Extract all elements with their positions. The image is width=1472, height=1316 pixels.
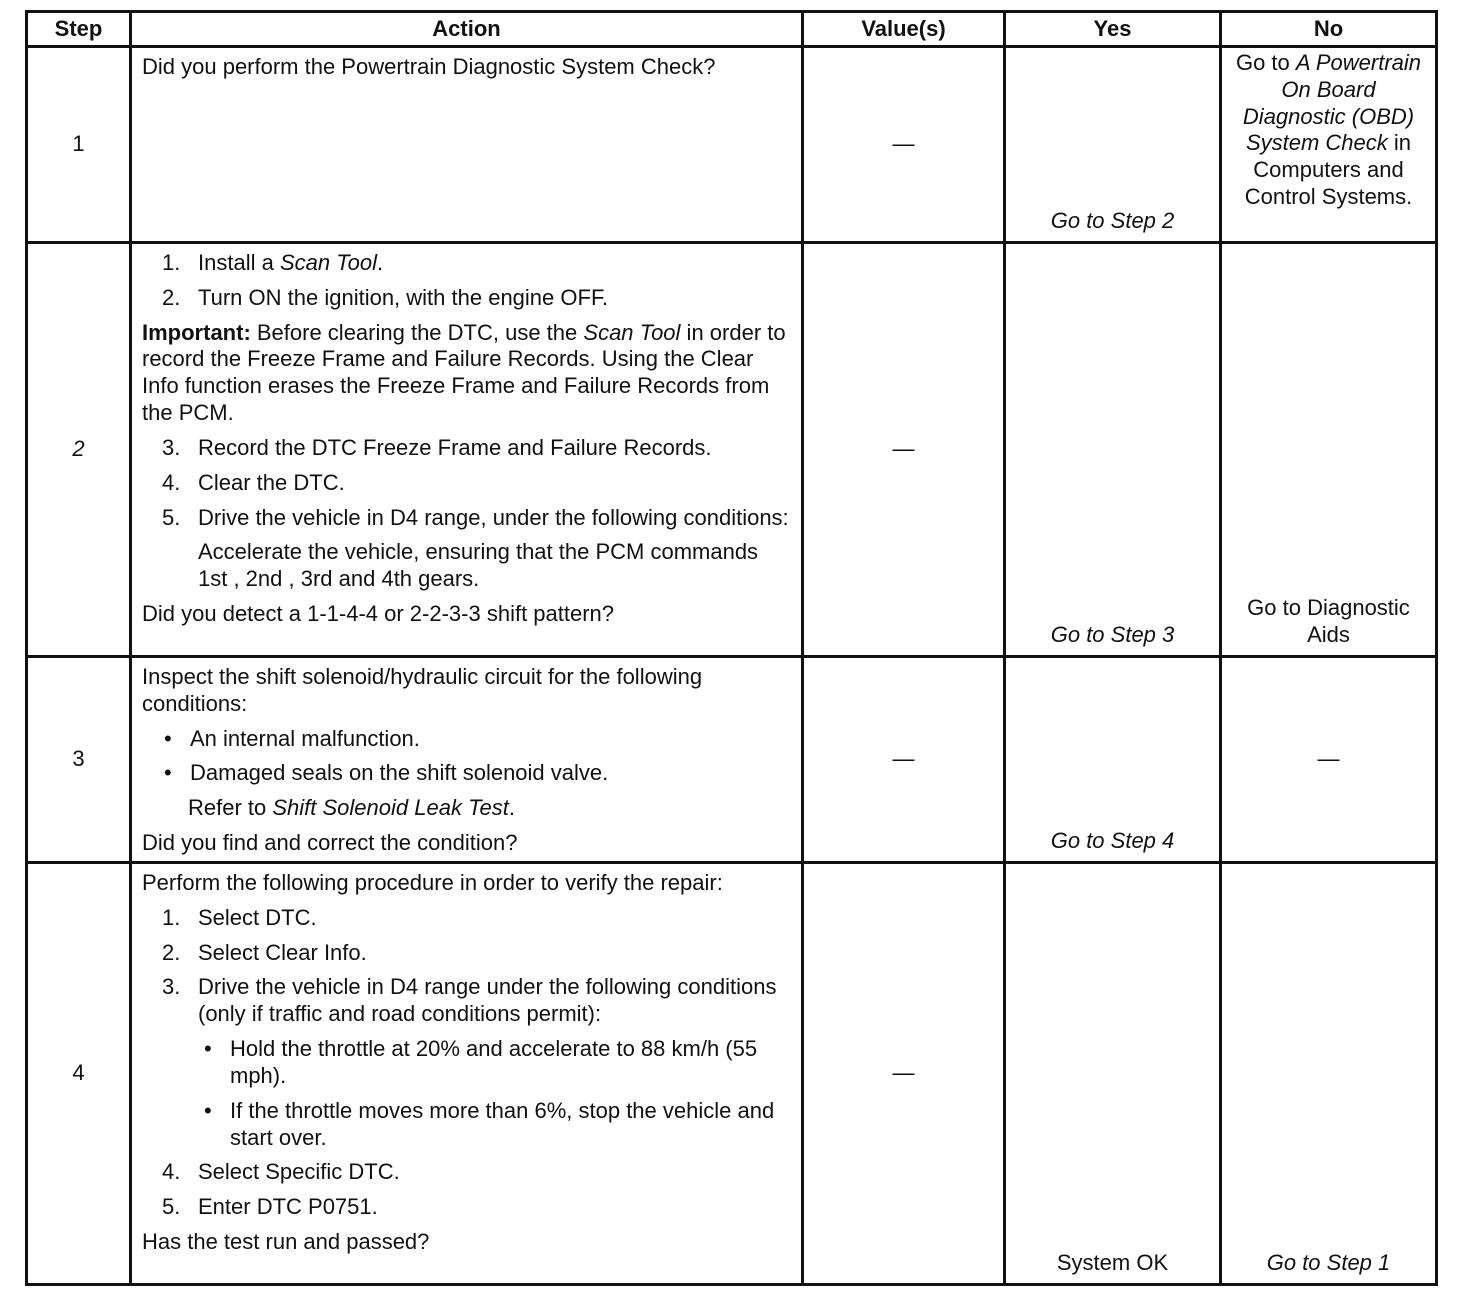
- list-item: 5. Enter DTC P0751.: [162, 1194, 378, 1220]
- list-item: 4. Clear the DTC.: [162, 469, 345, 495]
- yes-link-go-to-step-3[interactable]: Go to Step 3: [1005, 243, 1221, 657]
- no-link-obd-system-check[interactable]: A Powertrain On Board Diagnostic (OBD) System Check: [1242, 50, 1422, 156]
- list-item: 3. Record the DTC Freeze Frame and Failure Records.: [162, 434, 712, 460]
- list-item: • Damaged seals on the shift solenoid valve.: [164, 760, 609, 786]
- header-row: [27, 12, 1437, 47]
- scan-tool-ref: Scan Tool: [279, 250, 377, 275]
- important-note: Important: Before clearing the DTC, use the Scan Tool in order to record the Freeze Frame and Failure Records. Using the Clear Info function erases the Freeze Frame and Failure Records from the PCM.: [142, 319, 786, 426]
- no-cell: —: [1221, 657, 1437, 863]
- action-intro: Perform the following procedure in order to verify the repair:: [142, 869, 723, 895]
- no-suffix: in Computers and Control Systems.: [1244, 130, 1413, 210]
- list-item: 2. Turn ON the ignition, with the engine OFF.: [162, 284, 609, 310]
- table-row-step-2: [27, 243, 1437, 657]
- step-number: 2: [27, 243, 131, 657]
- table-row-step-1: [27, 47, 1437, 243]
- yes-link-go-to-step-2[interactable]: Go to Step 2: [1005, 47, 1221, 243]
- step-number: 1: [27, 47, 131, 243]
- list-item: 5. Drive the vehicle in D4 range, under the following conditions:: [162, 504, 789, 530]
- value-cell: —: [803, 862, 1005, 1284]
- refer-note: Refer to Shift Solenoid Leak Test.: [188, 795, 515, 821]
- list-item: 1. Install a Scan Tool.: [162, 250, 384, 275]
- bullet: •: [204, 1036, 212, 1062]
- list-item: 2. Select Clear Info.: [162, 939, 367, 965]
- header-step: Step: [27, 12, 131, 47]
- list-item: • If the throttle moves more than 6%, stop the vehicle and start over.: [204, 1097, 775, 1150]
- header-values: Value(s): [803, 12, 1005, 47]
- leak-test-link[interactable]: Shift Solenoid Leak Test: [272, 795, 509, 821]
- action-question: Did you find and correct the condition?: [142, 830, 518, 856]
- list-item: 4. Select Specific DTC.: [162, 1159, 400, 1185]
- header-action: Action: [131, 12, 803, 47]
- header-no: No: [1221, 12, 1437, 47]
- value-cell: —: [803, 657, 1005, 863]
- action-cell: [131, 47, 803, 243]
- table-row-step-3: [27, 657, 1437, 863]
- no-prefix: Go to: [1235, 50, 1296, 75]
- action-intro: Inspect the shift solenoid/hydraulic circuit for the following conditions:: [142, 664, 703, 716]
- action-cell: [131, 243, 803, 657]
- list-item: 3. Drive the vehicle in D4 range under the following conditions (only if traffic and road conditions permit):: [162, 974, 777, 1027]
- value-cell: —: [803, 47, 1005, 243]
- drive-detail: Accelerate the vehicle, ensuring that the PCM commands 1st , 2nd , 3rd and 4th gears.: [198, 539, 759, 592]
- step-number: 4: [27, 862, 131, 1284]
- bullet: •: [164, 760, 172, 786]
- action-question: Did you perform the Powertrain Diagnostic System Check?: [142, 54, 716, 79]
- list-item: 1. Select DTC.: [162, 904, 317, 930]
- yes-link-go-to-step-4[interactable]: Go to Step 4: [1005, 657, 1221, 863]
- no-link-diagnostic-aids[interactable]: Go to Diagnostic Aids: [1221, 243, 1437, 657]
- yes-system-ok: System OK: [1005, 862, 1221, 1284]
- no-link-go-to-step-1[interactable]: Go to Step 1: [1221, 862, 1437, 1284]
- action-question: Did you detect a 1-1-4-4 or 2-2-3-3 shift pattern?: [142, 601, 615, 627]
- no-cell: [1221, 47, 1437, 243]
- bullet: •: [204, 1097, 212, 1123]
- table-row-step-4: [27, 862, 1437, 1284]
- action-cell: [131, 862, 803, 1284]
- step-number: 3: [27, 657, 131, 863]
- bullet: •: [164, 725, 172, 751]
- value-cell: —: [803, 243, 1005, 657]
- list-item: • An internal malfunction.: [164, 725, 420, 751]
- list-item: • Hold the throttle at 20% and accelerate to 88 km/h (55 mph).: [204, 1036, 758, 1088]
- action-question: Has the test run and passed?: [142, 1229, 430, 1255]
- diagnostic-table: [25, 10, 1438, 1286]
- action-cell: [131, 657, 803, 863]
- header-yes: Yes: [1005, 12, 1221, 47]
